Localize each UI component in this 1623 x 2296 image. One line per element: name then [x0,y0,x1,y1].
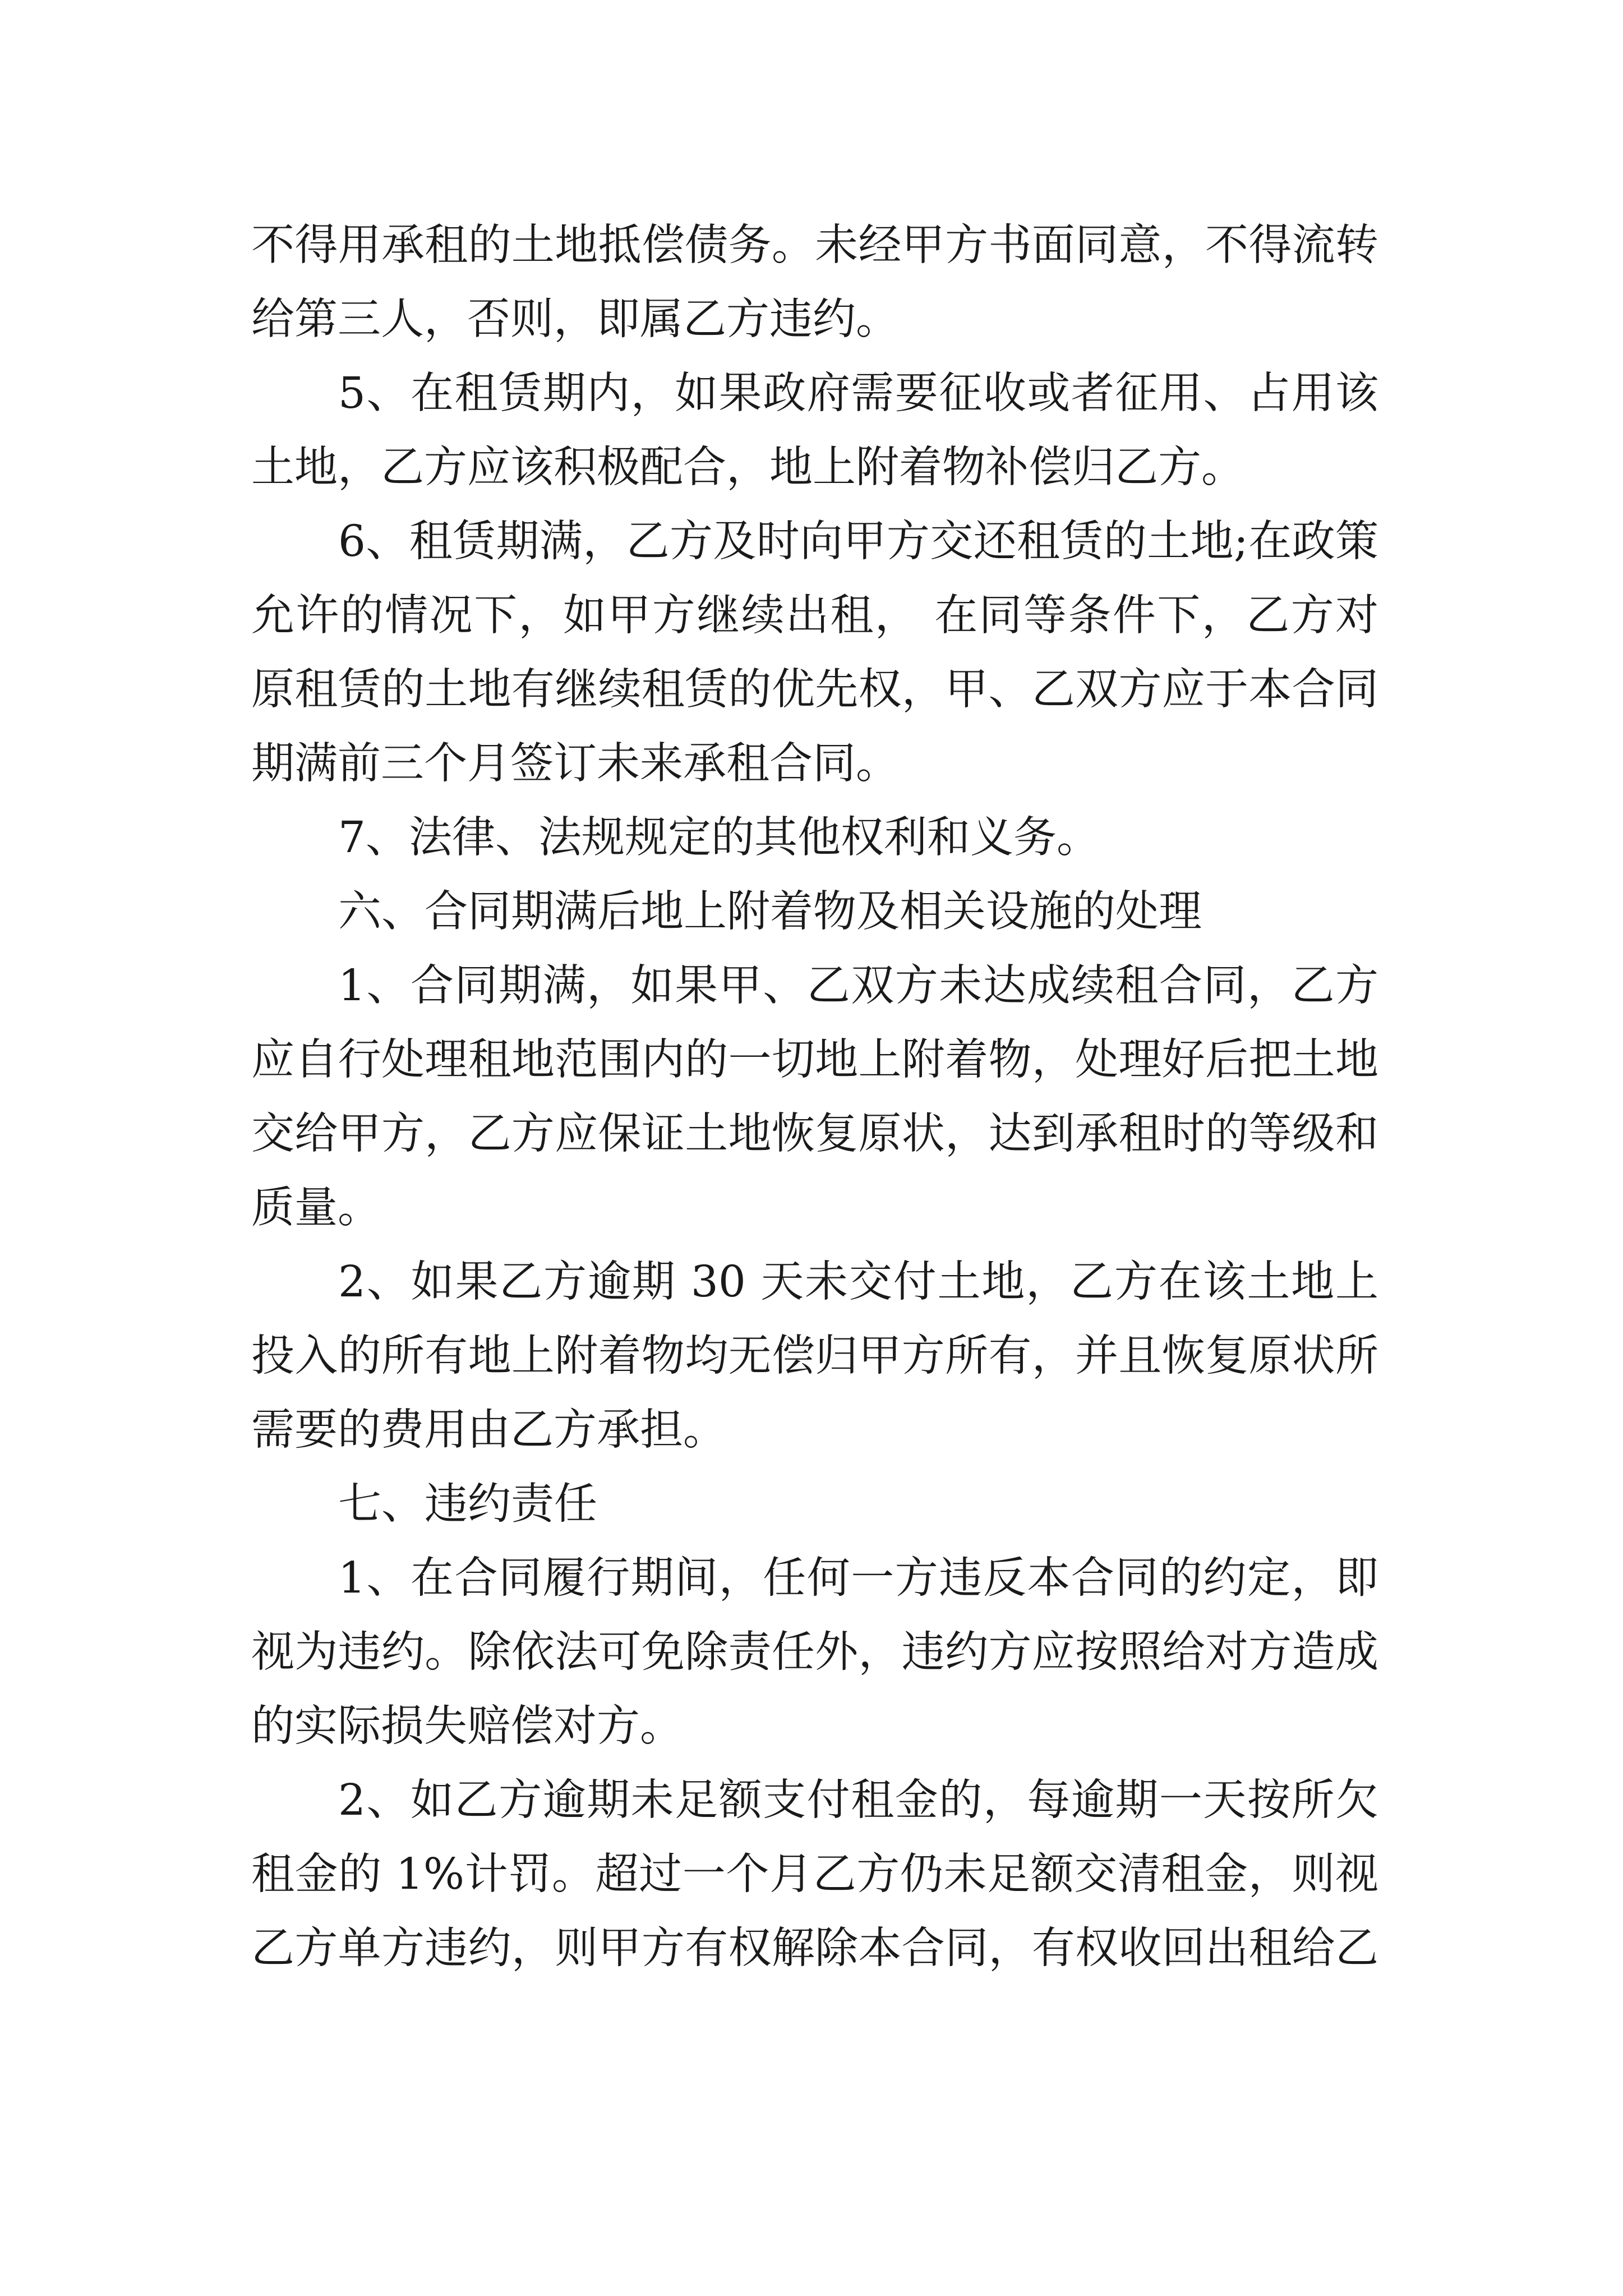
text-line: 1、合同期满，如果甲、乙双方未达成续租合同，乙方 [338,961,1378,1011]
text-line: 不得用承租的土地抵偿债务。未经甲方书面同意，不得流转 [251,220,1378,270]
text-line: 允许的情况下，如甲方继续出租， 在同等条件下，乙方对 [251,591,1378,641]
text-line: 租金的 1%计罚。超过一个月乙方仍未足额交清租金，则视 [251,1849,1378,1899]
text-line: 投入的所有地上附着物均无偿归甲方所有，并且恢复原状所 [251,1331,1378,1381]
text-line: 交给甲方，乙方应保证土地恢复原状，达到承租时的等级和 [251,1109,1378,1159]
section-heading: 七、违约责任 [338,1479,597,1529]
text-line: 乙方单方违约，则甲方有权解除本合同，有权收回出租给乙 [251,1924,1378,1973]
text-line: 应自行处理租地范围内的一切地上附着物，处理好后把土地 [251,1035,1378,1085]
text-line: 2、如果乙方逾期 30 天未交付土地，乙方在该土地上 [338,1257,1378,1307]
text-line: 5、在租赁期内，如果政府需要征收或者征用、占用该 [338,369,1378,418]
text-line: 6、租赁期满，乙方及时向甲方交还租赁的土地;在政策 [338,517,1378,567]
text-line: 原租赁的土地有继续租赁的优先权，甲、乙双方应于本合同 [251,665,1378,715]
text-line: 的实际损失赔偿对方。 [251,1701,683,1751]
text-line: 视为违约。除依法可免除责任外，违约方应按照给对方造成 [251,1627,1378,1677]
text-line: 土地，乙方应该积极配合，地上附着物补偿归乙方。 [251,443,1244,493]
text-line: 7、法律、法规规定的其他权利和义务。 [338,813,1100,863]
text-line: 2、如乙方逾期未足额支付租金的，每逾期一天按所欠 [338,1775,1378,1825]
text-line: 1、在合同履行期间，任何一方违反本合同的约定，即 [338,1553,1378,1603]
text-line: 质量。 [251,1183,381,1233]
text-line: 需要的费用由乙方承担。 [251,1405,726,1455]
text-line: 期满前三个月签订未来承租合同。 [251,739,899,789]
section-heading: 六、合同期满后地上附着物及相关设施的处理 [338,887,1202,937]
text-line: 给第三人，否则，即属乙方违约。 [251,295,899,344]
